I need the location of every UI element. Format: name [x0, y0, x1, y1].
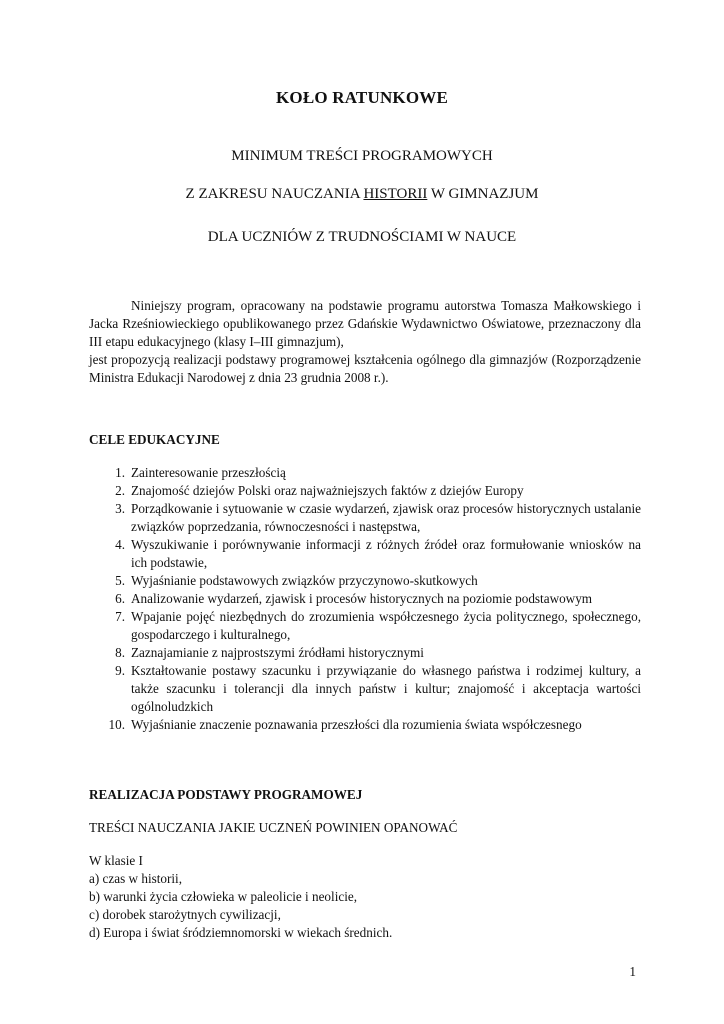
list-item-number: 4.	[115, 537, 125, 552]
list-item-text: Kształtowanie postawy szacunku i przywiązanie do własnego państwa i rodzimej kultury, a także szacunku i tolerancji dla innych państw i kultur; znajomość i akceptacja wartości ogólnoludzkich	[131, 663, 641, 714]
list-item	[89, 590, 641, 608]
list-item	[89, 536, 641, 572]
list-item-text: Wpajanie pojęć niezbędnych do zrozumienia współczesnego życia politycznego, społecznego, gospodarczego i kulturalnego,	[131, 609, 641, 642]
tresci-heading: TREŚCI NAUCZANIA JAKIE UCZNEŃ POWINIEN OPANOWAĆ	[89, 820, 458, 835]
list-item-text: Znajomość dziejów Polski oraz najważniejszych faktów z dziejów Europy	[131, 483, 524, 498]
list-item-text: Porządkowanie i sytuowanie w czasie wydarzeń, zjawisk oraz procesów historycznych ustalanie związków poprzedzania, równoczesności i następstwa,	[131, 501, 641, 534]
list-item-text: Zaznajamianie z najprostszymi źródłami historycznymi	[131, 645, 424, 660]
list-item-text: Analizowanie wydarzeń, zjawisk i procesów historycznych na poziomie podstawowym	[131, 591, 593, 606]
list-item	[89, 644, 641, 662]
intro-text-2: jest propozycją realizacji podstawy programowej kształcenia ogólnego dla gimnazjów (Rozporządzenie Ministra Edukacji Narodowej z dnia 23 grudnia 2008 r.).	[89, 352, 641, 385]
list-item-number: 7.	[115, 609, 125, 624]
list-item-text: Wyszukiwanie i porównywanie informacji z różnych źródeł oraz formułowanie wniosków na ich podstawie,	[131, 537, 641, 570]
klasa-heading: W klasie I	[89, 853, 143, 868]
list-item	[89, 572, 641, 590]
list-item-text: Wyjaśnianie podstawowych związków przyczynowo-skutkowych	[131, 573, 478, 588]
subtitle-zakres-subject: HISTORII	[363, 186, 428, 202]
list-item-number: 2.	[115, 483, 125, 498]
subtitle-zakres-post: W GIMNAZJUM	[427, 186, 539, 202]
klasa-section	[89, 852, 392, 942]
list-item: b) warunki życia człowieka w paleolicie i neolicie,	[89, 889, 358, 904]
list-item-number: 9.	[115, 663, 125, 678]
subtitle-minimum: MINIMUM TREŚCI PROGRAMOWYCH	[231, 148, 493, 164]
list-item-number: 6.	[115, 591, 125, 606]
list-item-number: 1.	[115, 465, 125, 480]
list-item	[89, 608, 641, 644]
intro-text-1: Niniejszy program, opracowany na podstawie programu autorstwa Tomasza Małkowskiego i Jacka Rześniowieckiego opublikowanego przez Gdańskie Wydawnictwo Oświatowe, przeznaczony dla III etapu edukacyjnego (klasy I–III gimnazjum),	[89, 298, 641, 349]
subtitle-zakres-pre: Z ZAKRESU NAUCZANIA	[185, 186, 364, 202]
list-item: d) Europa i świat śródziemnomorski w wiekach średnich.	[89, 925, 393, 940]
subtitle-audience: DLA UCZNIÓW Z TRUDNOŚCIAMI W NAUCE	[207, 229, 517, 245]
cele-heading: CELE EDUKACYJNE	[89, 432, 220, 447]
list-item	[89, 500, 641, 536]
subtitle-zakres	[0, 186, 724, 203]
list-item	[89, 662, 641, 716]
list-item-number: 3.	[115, 501, 125, 516]
list-item	[89, 482, 641, 500]
goals-list	[89, 464, 641, 734]
page-number: 1	[629, 964, 636, 979]
list-item-text: Zainteresowanie przeszłością	[131, 465, 286, 480]
list-item: c) dorobek starożytnych cywilizacji,	[89, 907, 281, 922]
list-item-number: 10.	[108, 717, 125, 732]
list-item: a) czas w historii,	[89, 871, 183, 886]
list-item	[89, 716, 641, 734]
list-item	[89, 464, 641, 482]
realizacja-heading: REALIZACJA PODSTAWY PROGRAMOWEJ	[89, 787, 363, 802]
list-item-number: 8.	[115, 645, 125, 660]
list-item-text: Wyjaśnianie znaczenie poznawania przeszłości dla rozumienia świata współczesnego	[131, 717, 582, 732]
intro-paragraph	[89, 297, 641, 387]
list-item-number: 5.	[115, 573, 125, 588]
document-title: KOŁO RATUNKOWE	[275, 88, 449, 107]
